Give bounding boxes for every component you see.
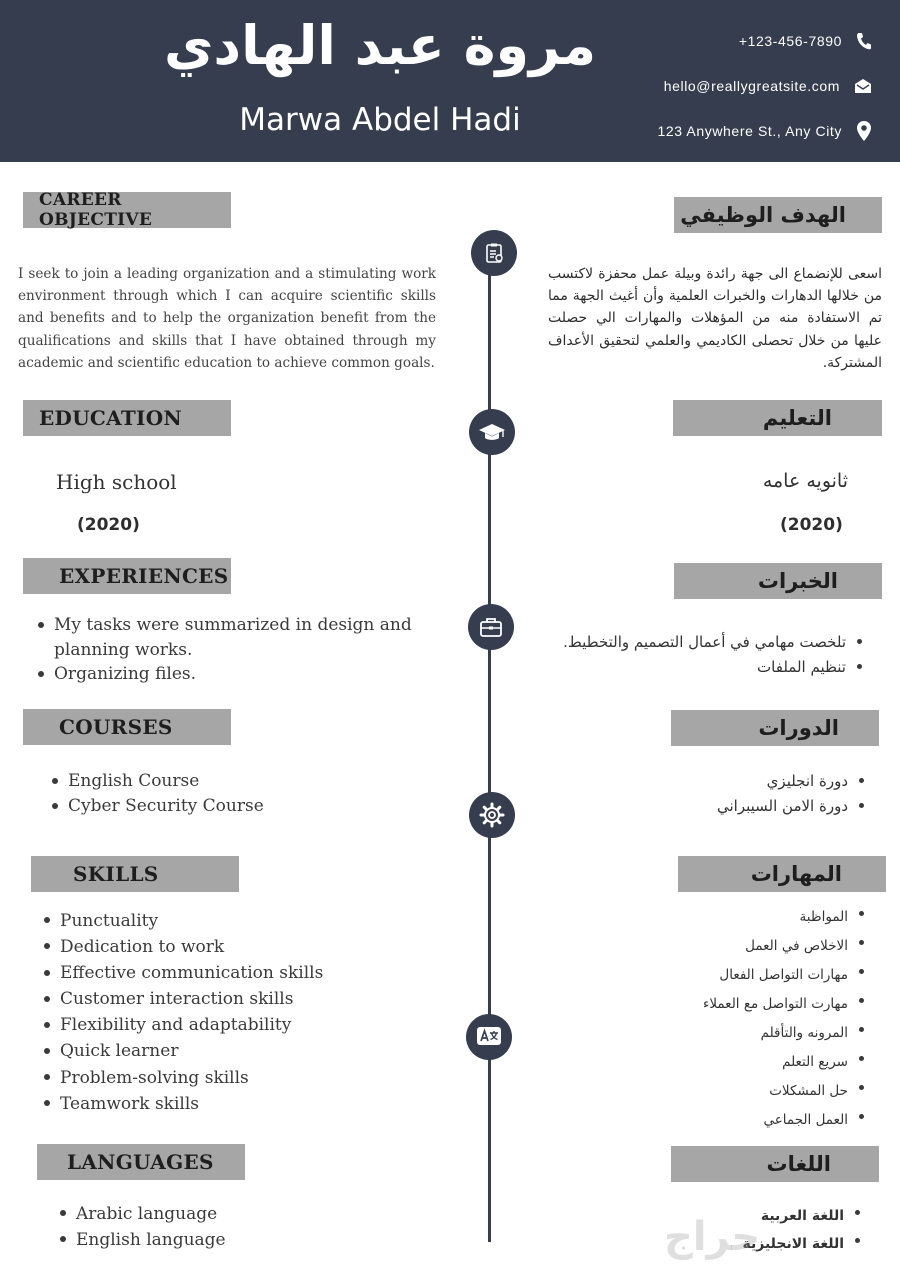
- list-item: دورة انجليزي: [550, 769, 870, 794]
- section-title-skills-en: SKILLS: [31, 856, 239, 892]
- objective-text-en: I seek to join a leading organization and a stimulating work environment through which I can acquire scientific skills and benefits and to help the organization benefit from the qualifications and skills that I have obtained through my academic and scientific education to achieve common goals.: [18, 266, 436, 371]
- list-item: سريع التعلم: [570, 1048, 870, 1077]
- list-item: Organizing files.: [34, 662, 414, 687]
- languages-list-en: [56, 1201, 356, 1253]
- experiences-list-en: [34, 613, 414, 687]
- timeline-line: [488, 250, 491, 1242]
- address-text: 123 Anywhere St., Any City: [657, 123, 842, 139]
- education-year-ar: (2020): [780, 515, 843, 535]
- section-title-objective-en: CAREER OBJECTIVE: [23, 192, 231, 228]
- gear-icon: [469, 792, 515, 838]
- section-title-languages-en: LANGUAGES: [37, 1144, 245, 1180]
- location-pin-icon: [856, 120, 872, 142]
- list-item: Effective communication skills: [40, 960, 400, 986]
- list-item: Quick learner: [40, 1038, 400, 1064]
- list-item: اللغة الانجليزية: [606, 1230, 866, 1258]
- section-title-objective-ar: الهدف الوظيفي: [674, 197, 882, 233]
- name-english: Marwa Abdel Hadi: [239, 102, 521, 138]
- list-item: المواظبة: [570, 903, 870, 932]
- list-item: English Course: [48, 769, 408, 794]
- objective-text-ar: اسعى للإنضماع الى جهة رائدة وبيلة عمل محفزة لاكتسب من خلالها الدهارات والخبرات العلمية وأن أغيث الجهة مما تم الاستفادة منه من المؤهلات والمهارات الي حصلت عليها من خلال تحصلى الكاديمي والعلمي لتحقيق الأعداف المشتركة.: [548, 266, 882, 371]
- list-item: Cyber Security Course: [48, 794, 408, 819]
- list-item: مهارات التواصل الفعال: [570, 961, 870, 990]
- section-title-education-ar: التعليم: [673, 400, 882, 436]
- section-title-courses-ar: الدورات: [671, 710, 879, 746]
- list-item: Dedication to work: [40, 934, 400, 960]
- list-item: المرونه والتأقلم: [570, 1019, 870, 1048]
- education-degree-en: High school: [56, 470, 177, 494]
- contact-address: [658, 120, 872, 142]
- list-item: اللغة العربية: [606, 1202, 866, 1230]
- experiences-list-ar: [528, 630, 868, 680]
- section-title-experiences-en: EXPERIENCES: [23, 558, 231, 594]
- skills-list-ar: [570, 903, 870, 1135]
- list-item: تنظيم الملفات: [528, 655, 868, 680]
- education-year-en: (2020): [77, 515, 140, 535]
- list-item: Teamwork skills: [40, 1091, 400, 1117]
- section-title-experiences-ar: الخبرات: [674, 563, 882, 599]
- section-title-skills-ar: المهارات: [678, 856, 886, 892]
- contact-phone: [739, 32, 872, 50]
- list-item: Customer interaction skills: [40, 986, 400, 1012]
- list-item: العمل الجماعي: [570, 1106, 870, 1135]
- education-degree-ar: ثانويه عامه: [762, 470, 848, 492]
- header: [0, 0, 900, 162]
- list-item: دورة الامن السيبراني: [550, 794, 870, 819]
- list-item: مهارت التواصل مع العملاء: [570, 990, 870, 1019]
- list-item: Problem-solving skills: [40, 1065, 400, 1091]
- watermark: حراج: [664, 1214, 761, 1260]
- phone-text: +123-456-7890: [738, 33, 842, 49]
- graduation-cap-icon: [469, 409, 515, 455]
- list-item: تلخصت مهامي في أعمال التصميم والتخطيط.: [528, 630, 868, 655]
- section-title-education-en: EDUCATION: [23, 400, 231, 436]
- envelope-icon: [854, 78, 872, 94]
- courses-list-en: [48, 769, 408, 819]
- section-title-languages-ar: اللغات: [671, 1146, 879, 1182]
- name-arabic: مروة عبد الهادي: [163, 14, 597, 77]
- list-item: Punctuality: [40, 908, 400, 934]
- clipboard-icon: [471, 230, 517, 276]
- translate-icon: [466, 1014, 512, 1060]
- list-item: حل المشكلات: [570, 1077, 870, 1106]
- briefcase-icon: [468, 604, 514, 650]
- list-item: My tasks were summarized in design and planning works.: [34, 613, 414, 662]
- list-item: English language: [56, 1227, 356, 1253]
- skills-list-en: [40, 908, 400, 1117]
- contact-email: [664, 78, 872, 94]
- list-item: الاخلاص في العمل: [570, 932, 870, 961]
- list-item: Flexibility and adaptability: [40, 1012, 400, 1038]
- phone-icon: [856, 32, 872, 50]
- list-item: Arabic language: [56, 1201, 356, 1227]
- email-text: hello@reallygreatsite.com: [663, 78, 840, 94]
- section-title-courses-en: COURSES: [23, 709, 231, 745]
- courses-list-ar: [550, 769, 870, 819]
